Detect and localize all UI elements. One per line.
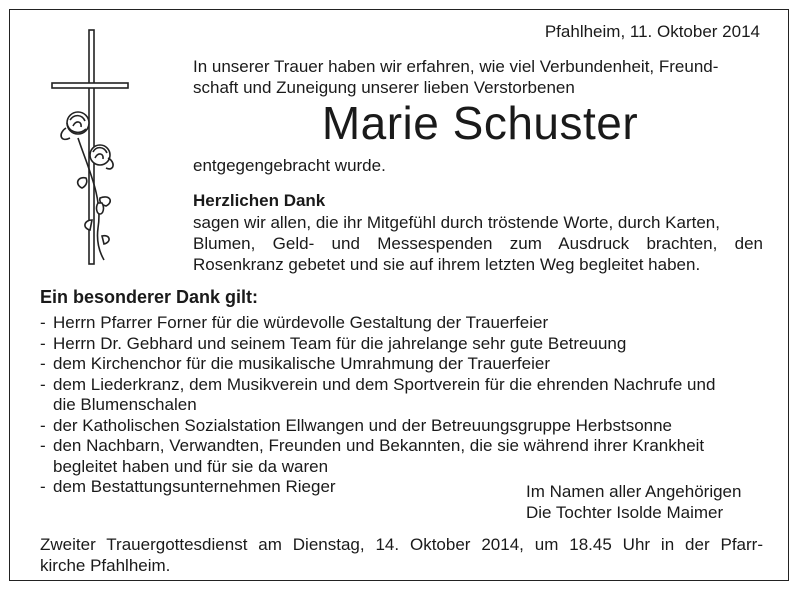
footer-text [40, 534, 763, 576]
intro-text [193, 56, 763, 98]
list-item: - Herrn Dr. Gebhard und seinem Team für die jahrelange sehr gute Betreuung [40, 333, 627, 353]
special-thanks-list [40, 313, 770, 498]
list-item: - dem Bestattungsunternehmen Rieger [40, 477, 336, 496]
list-item: - dem Kirchenchor für die musikalische Umrahmung der Trauerfeier [40, 354, 550, 373]
special-thanks-heading: Ein besonderer Dank gilt: [40, 287, 259, 307]
list-item-text: der Katholischen Sozialstation Ellwangen und der Betreuungsgruppe Herbstsonne [53, 415, 673, 435]
deceased-name: Marie Schuster [321, 97, 639, 149]
signature [526, 481, 741, 523]
footer-line: Zweiter Trauergottesdienst am Dienstag, 14. Oktober 2014, um 18.45 Uhr in der Pfarr- [40, 535, 763, 554]
thanks-line: Blumen, Geld- und Messespenden zum Ausdruck brachten, den [193, 234, 763, 253]
list-item-text: dem Bestattungsunternehmen Rieger [53, 477, 336, 496]
signature-line: Die Tochter Isolde Maimer [526, 503, 724, 522]
list-item-text: dem Kirchenchor für die musikalische Umrahmung der Trauerfeier [53, 354, 550, 373]
list-item-text: begleitet haben und für sie da waren [53, 456, 329, 476]
list-item-text: Herrn Dr. Gebhard und seinem Team für die jahrelange sehr gute Betreuung [53, 333, 627, 353]
thanks-line: sagen wir allen, die ihr Mitgefühl durch tröstende Worte, durch Karten, [193, 213, 720, 232]
list-item: - dem Liederkranz, dem Musikverein und dem Sportverein für die ehrenden Nachrufe und die Blumenschalen [40, 374, 716, 414]
footer-line: kirche Pfahlheim. [40, 556, 171, 575]
intro-line: schaft und Zuneigung unserer lieben Verstorbenen [193, 78, 575, 97]
thanks-line: Rosenkranz gebetet und sie auf ihrem letzten Weg begleitet haben. [193, 255, 701, 274]
list-item: - der Katholischen Sozialstation Ellwangen und der Betreuungsgruppe Herbstsonne [40, 415, 673, 435]
list-item: - Herrn Pfarrer Forner für die würdevolle Gestaltung der Trauerfeier [40, 313, 549, 332]
list-item-text: Herrn Pfarrer Forner für die würdevolle Gestaltung der Trauerfeier [53, 313, 549, 332]
after-name-text: entgegengebracht wurde. [193, 156, 386, 175]
list-item-text: dem Liederkranz, dem Musikverein und dem Sportverein für die ehrenden Nachrufe und [53, 374, 716, 394]
place-date: Pfahlheim, 11. Oktober 2014 [544, 22, 760, 41]
thanks-text [193, 212, 763, 275]
thanks-heading: Herzlichen Dank [193, 191, 326, 210]
list-item: - den Nachbarn, Verwandten, Freunden und Bekannten, die sie während ihrer Krankheit begleitet haben und für sie da waren [40, 436, 705, 476]
list-item-text: den Nachbarn, Verwandten, Freunden und Bekannten, die sie während ihrer Krankheit [53, 436, 705, 455]
list-item-text: die Blumenschalen [53, 395, 197, 414]
signature-line: Im Namen aller Angehörigen [526, 482, 742, 501]
intro-line: In unserer Trauer haben wir erfahren, wie viel Verbundenheit, Freund- [193, 57, 719, 76]
